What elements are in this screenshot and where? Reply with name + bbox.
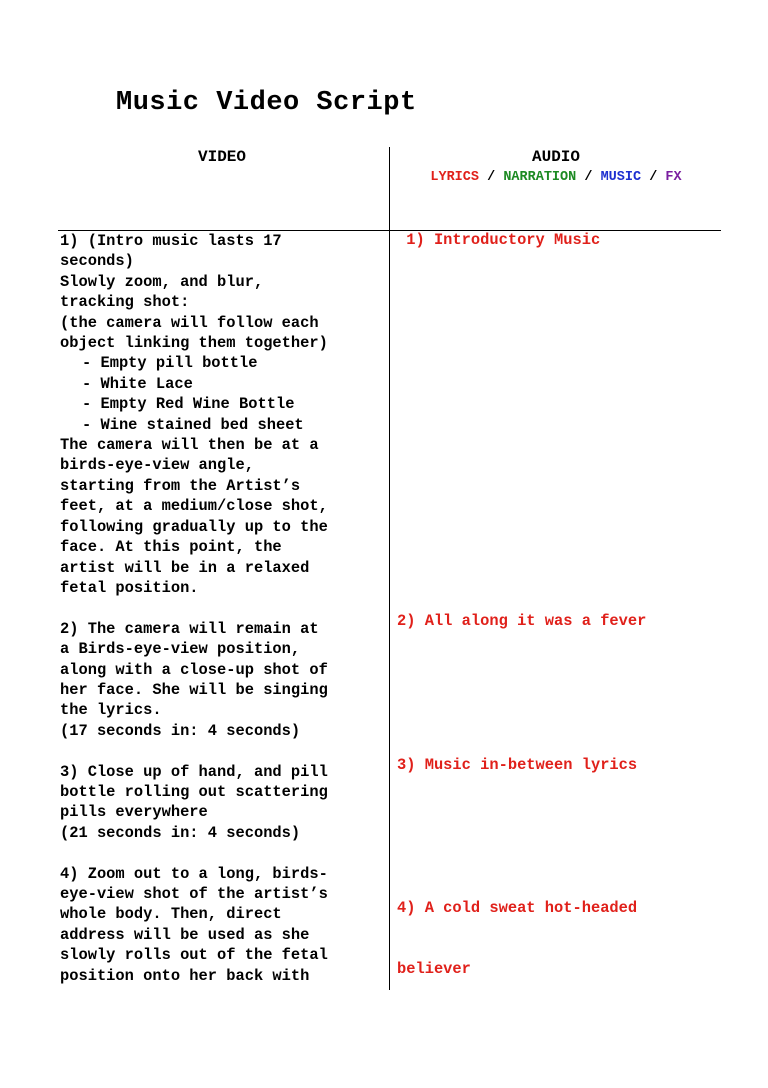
video-column-header: VIDEO: [197, 148, 246, 166]
script-line: tracking shot:: [60, 293, 190, 312]
script-line: fetal position.: [60, 578, 199, 597]
script-line: 1) (Intro music lasts 17: [60, 232, 282, 250]
audio-item-4-line: 4) A cold sweat hot-headed: [397, 898, 638, 917]
legend-separator: /: [649, 170, 658, 185]
script-line: (21 seconds in: 4 seconds): [60, 823, 301, 842]
paragraph-gap: [60, 843, 386, 863]
paragraph-gap: [60, 598, 386, 618]
paragraph-gap: [60, 741, 386, 761]
script-line: eye-view shot of the artist’s: [60, 884, 328, 903]
script-line: starting from the Artist’s: [60, 476, 301, 495]
script-line: feet, at a medium/close shot,: [60, 497, 328, 516]
bullet-item: - White Lace: [82, 374, 193, 393]
scene-2: [60, 619, 386, 741]
script-line: (17 seconds in: 4 seconds): [60, 721, 301, 740]
audio-item-1: 1) Introductory Music: [397, 231, 601, 249]
script-line: slowly rolls out of the fetal: [60, 946, 328, 965]
bullet-item: - Wine stained bed sheet: [82, 415, 304, 434]
script-line: pills everywhere: [60, 803, 208, 822]
legend-narration: NARRATION: [503, 170, 577, 185]
script-line: her face. She will be singing: [60, 680, 328, 699]
document-title: Music Video Script: [116, 88, 417, 118]
script-line: bottle rolling out scattering: [60, 782, 328, 801]
bullet-item: - Empty Red Wine Bottle: [82, 395, 295, 414]
audio-item-4: [397, 857, 717, 1000]
script-line: a Birds-eye-view position,: [60, 640, 301, 659]
script-line: the lyrics.: [60, 701, 162, 720]
script-line: 2) The camera will remain at: [60, 619, 319, 638]
scene-3: [60, 762, 386, 844]
column-divider: [389, 147, 390, 990]
audio-legend: [394, 170, 718, 185]
script-line: seconds): [60, 252, 134, 271]
legend-separator: /: [584, 170, 593, 185]
script-line: The camera will then be at a: [60, 436, 319, 455]
script-line: face. At this point, the: [60, 538, 282, 557]
script-line: 3) Close up of hand, and pill: [60, 762, 328, 781]
script-line: position onto her back with: [60, 966, 310, 985]
bullet-item: - Empty pill bottle: [82, 354, 258, 373]
script-line: Slowly zoom, and blur,: [60, 272, 264, 291]
script-line: along with a close-up shot of: [60, 660, 328, 679]
legend-music: MUSIC: [600, 170, 642, 185]
scene-1: [60, 231, 386, 598]
script-line: artist will be in a relaxed: [60, 558, 310, 577]
legend-separator: /: [487, 170, 496, 185]
audio-item-4-line: believer: [397, 960, 471, 979]
script-line: address will be used as she: [60, 925, 310, 944]
legend-fx: FX: [665, 170, 682, 185]
legend-lyrics: LYRICS: [430, 170, 479, 185]
script-line: 4) Zoom out to a long, birds-: [60, 864, 328, 883]
script-line: following gradually up to the: [60, 517, 328, 536]
audio-item-3: 3) Music in-between lyrics: [397, 756, 638, 774]
audio-item-2: 2) All along it was a fever: [397, 612, 647, 630]
audio-column-header: AUDIO: [531, 148, 580, 166]
script-line: (the camera will follow each: [60, 313, 319, 332]
scene-4: [60, 864, 386, 986]
script-line: birds-eye-view angle,: [60, 456, 254, 475]
video-column: [60, 231, 386, 986]
script-line: whole body. Then, direct: [60, 905, 282, 924]
script-line: object linking them together): [60, 334, 328, 353]
